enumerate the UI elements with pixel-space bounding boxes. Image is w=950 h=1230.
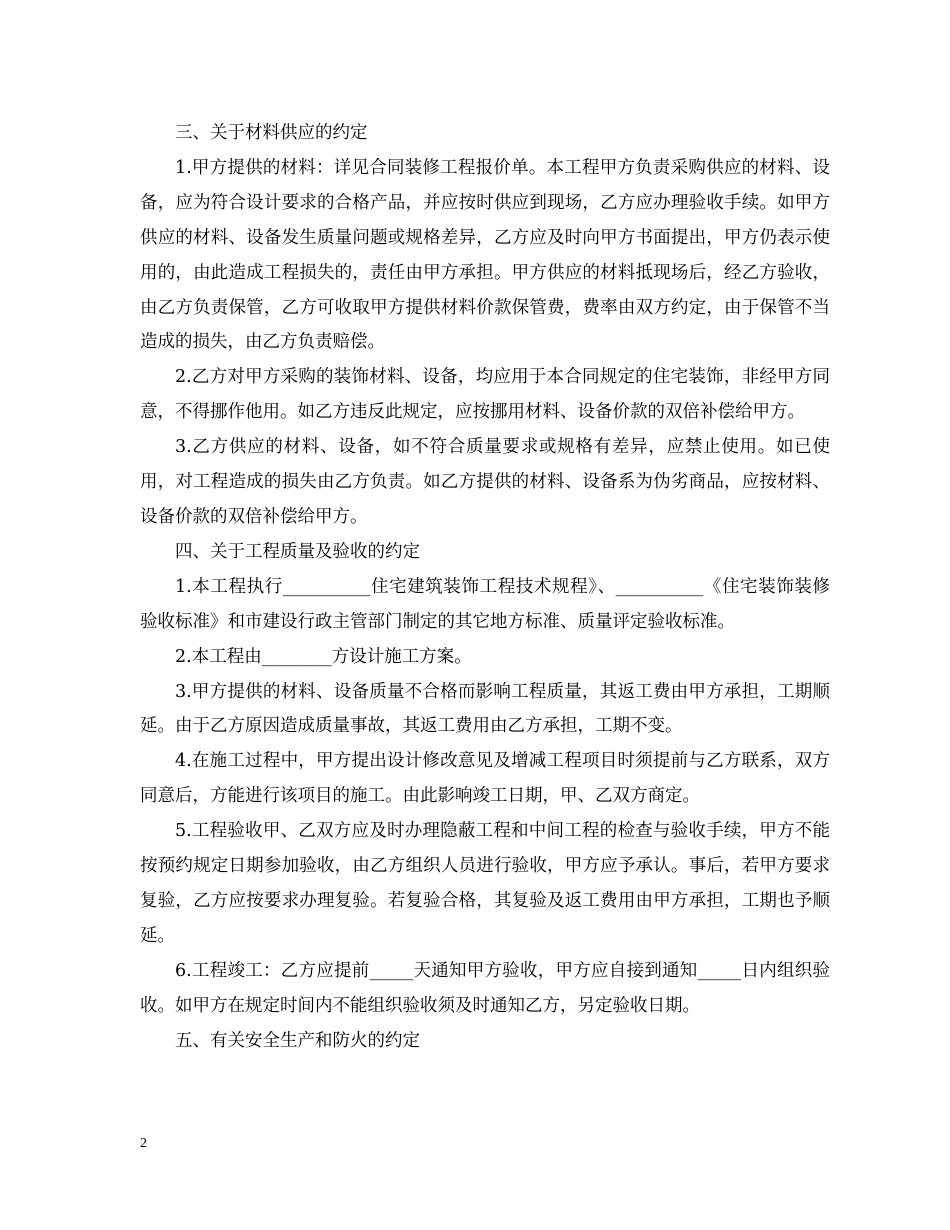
paragraph-materials-3: 3.乙方供应的材料、设备，如不符合质量要求或规格有差异，应禁止使用。如已使用，对工程造成的损失由乙方负责。如乙方提供的材料、设备系为伪劣商品，应按材料、设备价款的双倍补偿给甲方。 (140, 437, 830, 527)
section-heading-quality: 四、关于工程质量及验收的约定 (175, 541, 420, 562)
paragraph-quality-3: 3.甲方提供的材料、设备质量不合格而影响工程质量，其返工费由甲方承担，工期顺延。由于乙方原因造成质量事故，其返工费用由乙方承担，工期不变。 (140, 681, 830, 737)
paragraph-quality-6: 6.工程竣工：乙方应提前_____天通知甲方验收，甲方应自接到通知_____日内组织验收。如甲方在规定时间内不能组织验收须及时通知乙方，另定验收日期。 (140, 960, 830, 1016)
section-heading-materials: 三、关于材料供应的约定 (175, 123, 368, 143)
paragraph-quality-1: 1.本工程执行__________住宅建筑装饰工程技术规程》、__________《住宅装饰装修验收标准》和市建设行政主管部门制定的其它地方标准、质量评定验收标准。 (140, 576, 830, 632)
section-heading-safety: 五、有关安全生产和防火的约定 (175, 1030, 420, 1051)
paragraph-materials-1: 1.甲方提供的材料：详见合同装修工程报价单。本工程甲方负责采购供应的材料、设备，应为符合设计要求的合格产品，并应按时供应到现场，乙方应办理验收手续。如甲方供应的材料、设备发生质量问题或规格差异，乙方应及时向甲方书面提出，甲方仍表示使用的，由此造成工程损失的，责任由甲方承担。甲方供应的材料抵现场后，经乙方验收，由乙方负责保管，乙方可收取甲方提供材料价款保管费，费率由双方约定，由于保管不当造成的损失，由乙方负责赔偿。 (140, 157, 830, 353)
page-number: 2 (140, 1136, 147, 1151)
paragraph-quality-4: 4.在施工过程中，甲方提出设计修改意见及增减工程项目时须提前与乙方联系，双方同意后，方能进行该项目的施工。由此影响竣工日期，甲、乙双方商定。 (140, 751, 830, 807)
paragraph-materials-2: 2.乙方对甲方采购的装饰材料、设备，均应用于本合同规定的住宅装饰，非经甲方同意，不得挪作他用。如乙方违反此规定，应按挪用材料、设备价款的双倍补偿给甲方。 (140, 367, 830, 423)
document-body (140, 116, 830, 1058)
paragraph-quality-5: 5.工程验收甲、乙双方应及时办理隐蔽工程和中间工程的检查与验收手续，甲方不能按预约规定日期参加验收，由乙方组织人员进行验收，甲方应予承认。事后，若甲方要求复验，乙方应按要求办理复验。若复验合格，其复验及返工费用由甲方承担，工期也予顺延。 (140, 821, 830, 946)
paragraph-quality-2: 2.本工程由________方设计施工方案。 (175, 646, 472, 667)
